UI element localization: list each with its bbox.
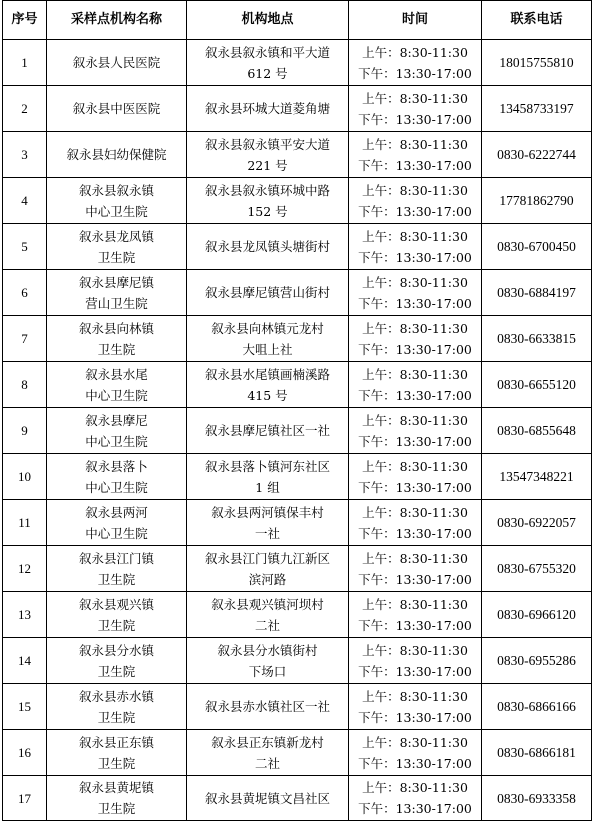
institution-name: 叙永县中医医院 — [47, 86, 187, 132]
row-index: 17 — [3, 776, 47, 821]
institution-name: 叙永县妇幼保健院 — [47, 132, 187, 178]
row-index: 11 — [3, 500, 47, 546]
institution-name: 叙永县正东镇 卫生院 — [47, 730, 187, 776]
contact-phone: 0830-6922057 — [482, 500, 592, 546]
table-row — [3, 408, 592, 454]
institution-name: 叙永县观兴镇 卫生院 — [47, 592, 187, 638]
table-row — [3, 638, 592, 684]
service-time: 上午：8:30-11:30 下午：13:30-17:00 — [349, 684, 482, 730]
service-time: 上午：8:30-11:30 下午：13:30-17:00 — [349, 178, 482, 224]
table-row — [3, 546, 592, 592]
table-row — [3, 86, 592, 132]
header-time: 时间 — [349, 1, 482, 40]
institution-name: 叙永县摩尼 中心卫生院 — [47, 408, 187, 454]
institution-name: 叙永县叙永镇 中心卫生院 — [47, 178, 187, 224]
table-row — [3, 178, 592, 224]
institution-name: 叙永县摩尼镇 营山卫生院 — [47, 270, 187, 316]
service-time: 上午：8:30-11:30 下午：13:30-17:00 — [349, 40, 482, 86]
institution-name: 叙永县向林镇 卫生院 — [47, 316, 187, 362]
table-row — [3, 132, 592, 178]
contact-phone: 0830-6933358 — [482, 776, 592, 821]
service-time: 上午：8:30-11:30 下午：13:30-17:00 — [349, 546, 482, 592]
table-row — [3, 270, 592, 316]
institution-name: 叙永县水尾 中心卫生院 — [47, 362, 187, 408]
row-index: 14 — [3, 638, 47, 684]
contact-phone: 13547348221 — [482, 454, 592, 500]
contact-phone: 0830-6755320 — [482, 546, 592, 592]
institution-address: 叙永县观兴镇河坝村 二社 — [187, 592, 349, 638]
institution-name: 叙永县落卜 中心卫生院 — [47, 454, 187, 500]
table-row — [3, 776, 592, 821]
row-index: 10 — [3, 454, 47, 500]
institution-name: 叙永县赤水镇 卫生院 — [47, 684, 187, 730]
sampling-sites-table — [2, 0, 592, 821]
institution-address: 叙永县江门镇九江新区 滨河路 — [187, 546, 349, 592]
institution-address: 叙永县两河镇保丰村 一社 — [187, 500, 349, 546]
table-header-row — [3, 1, 592, 40]
row-index: 7 — [3, 316, 47, 362]
institution-address: 叙永县向林镇元龙村 大咀上社 — [187, 316, 349, 362]
header-phone: 联系电话 — [482, 1, 592, 40]
institution-address: 叙永县摩尼镇营山街村 — [187, 270, 349, 316]
institution-address: 叙永县正东镇新龙村 二社 — [187, 730, 349, 776]
contact-phone: 0830-6955286 — [482, 638, 592, 684]
institution-address: 叙永县分水镇街村 下场口 — [187, 638, 349, 684]
institution-address: 叙永县叙永镇环城中路 152 号 — [187, 178, 349, 224]
institution-address: 叙永县水尾镇画楠溪路 415 号 — [187, 362, 349, 408]
institution-address: 叙永县摩尼镇社区一社 — [187, 408, 349, 454]
service-time: 上午：8:30-11:30 下午：13:30-17:00 — [349, 132, 482, 178]
institution-address: 叙永县黄坭镇文昌社区 — [187, 776, 349, 821]
row-index: 1 — [3, 40, 47, 86]
service-time: 上午：8:30-11:30 下午：13:30-17:00 — [349, 316, 482, 362]
service-time: 上午：8:30-11:30 下午：13:30-17:00 — [349, 270, 482, 316]
table-row — [3, 40, 592, 86]
institution-name: 叙永县两河 中心卫生院 — [47, 500, 187, 546]
institution-address: 叙永县落卜镇河东社区 1 组 — [187, 454, 349, 500]
institution-address: 叙永县叙永镇平安大道 221 号 — [187, 132, 349, 178]
row-index: 8 — [3, 362, 47, 408]
contact-phone: 0830-6655120 — [482, 362, 592, 408]
institution-name: 叙永县黄坭镇 卫生院 — [47, 776, 187, 821]
header-index: 序号 — [3, 1, 47, 40]
service-time: 上午：8:30-11:30 下午：13:30-17:00 — [349, 408, 482, 454]
contact-phone: 0830-6866166 — [482, 684, 592, 730]
row-index: 2 — [3, 86, 47, 132]
row-index: 6 — [3, 270, 47, 316]
contact-phone: 0830-6700450 — [482, 224, 592, 270]
contact-phone: 17781862790 — [482, 178, 592, 224]
contact-phone: 0830-6222744 — [482, 132, 592, 178]
institution-name: 叙永县江门镇 卫生院 — [47, 546, 187, 592]
service-time: 上午：8:30-11:30 下午：13:30-17:00 — [349, 776, 482, 821]
table-row — [3, 362, 592, 408]
contact-phone: 0830-6884197 — [482, 270, 592, 316]
contact-phone: 0830-6966120 — [482, 592, 592, 638]
institution-address: 叙永县赤水镇社区一社 — [187, 684, 349, 730]
institution-name: 叙永县龙凤镇 卫生院 — [47, 224, 187, 270]
institution-name: 叙永县分水镇 卫生院 — [47, 638, 187, 684]
row-index: 12 — [3, 546, 47, 592]
row-index: 16 — [3, 730, 47, 776]
service-time: 上午：8:30-11:30 下午：13:30-17:00 — [349, 638, 482, 684]
institution-address: 叙永县环城大道菱角塘 — [187, 86, 349, 132]
header-institution-address: 机构地点 — [187, 1, 349, 40]
service-time: 上午：8:30-11:30 下午：13:30-17:00 — [349, 730, 482, 776]
institution-name: 叙永县人民医院 — [47, 40, 187, 86]
service-time: 上午：8:30-11:30 下午：13:30-17:00 — [349, 454, 482, 500]
contact-phone: 0830-6633815 — [482, 316, 592, 362]
table-row — [3, 224, 592, 270]
contact-phone: 18015755810 — [482, 40, 592, 86]
service-time: 上午：8:30-11:30 下午：13:30-17:00 — [349, 86, 482, 132]
service-time: 上午：8:30-11:30 下午：13:30-17:00 — [349, 362, 482, 408]
service-time: 上午：8:30-11:30 下午：13:30-17:00 — [349, 592, 482, 638]
table-row — [3, 592, 592, 638]
row-index: 9 — [3, 408, 47, 454]
row-index: 3 — [3, 132, 47, 178]
row-index: 4 — [3, 178, 47, 224]
table-row — [3, 730, 592, 776]
contact-phone: 0830-6855648 — [482, 408, 592, 454]
contact-phone: 0830-6866181 — [482, 730, 592, 776]
service-time: 上午：8:30-11:30 下午：13:30-17:00 — [349, 500, 482, 546]
table-body — [3, 40, 592, 821]
table-row — [3, 454, 592, 500]
row-index: 15 — [3, 684, 47, 730]
contact-phone: 13458733197 — [482, 86, 592, 132]
table-row — [3, 500, 592, 546]
table-row — [3, 684, 592, 730]
institution-address: 叙永县叙永镇和平大道 612 号 — [187, 40, 349, 86]
header-institution-name: 采样点机构名称 — [47, 1, 187, 40]
table-row — [3, 316, 592, 362]
row-index: 13 — [3, 592, 47, 638]
service-time: 上午：8:30-11:30 下午：13:30-17:00 — [349, 224, 482, 270]
institution-address: 叙永县龙凤镇头塘街村 — [187, 224, 349, 270]
row-index: 5 — [3, 224, 47, 270]
